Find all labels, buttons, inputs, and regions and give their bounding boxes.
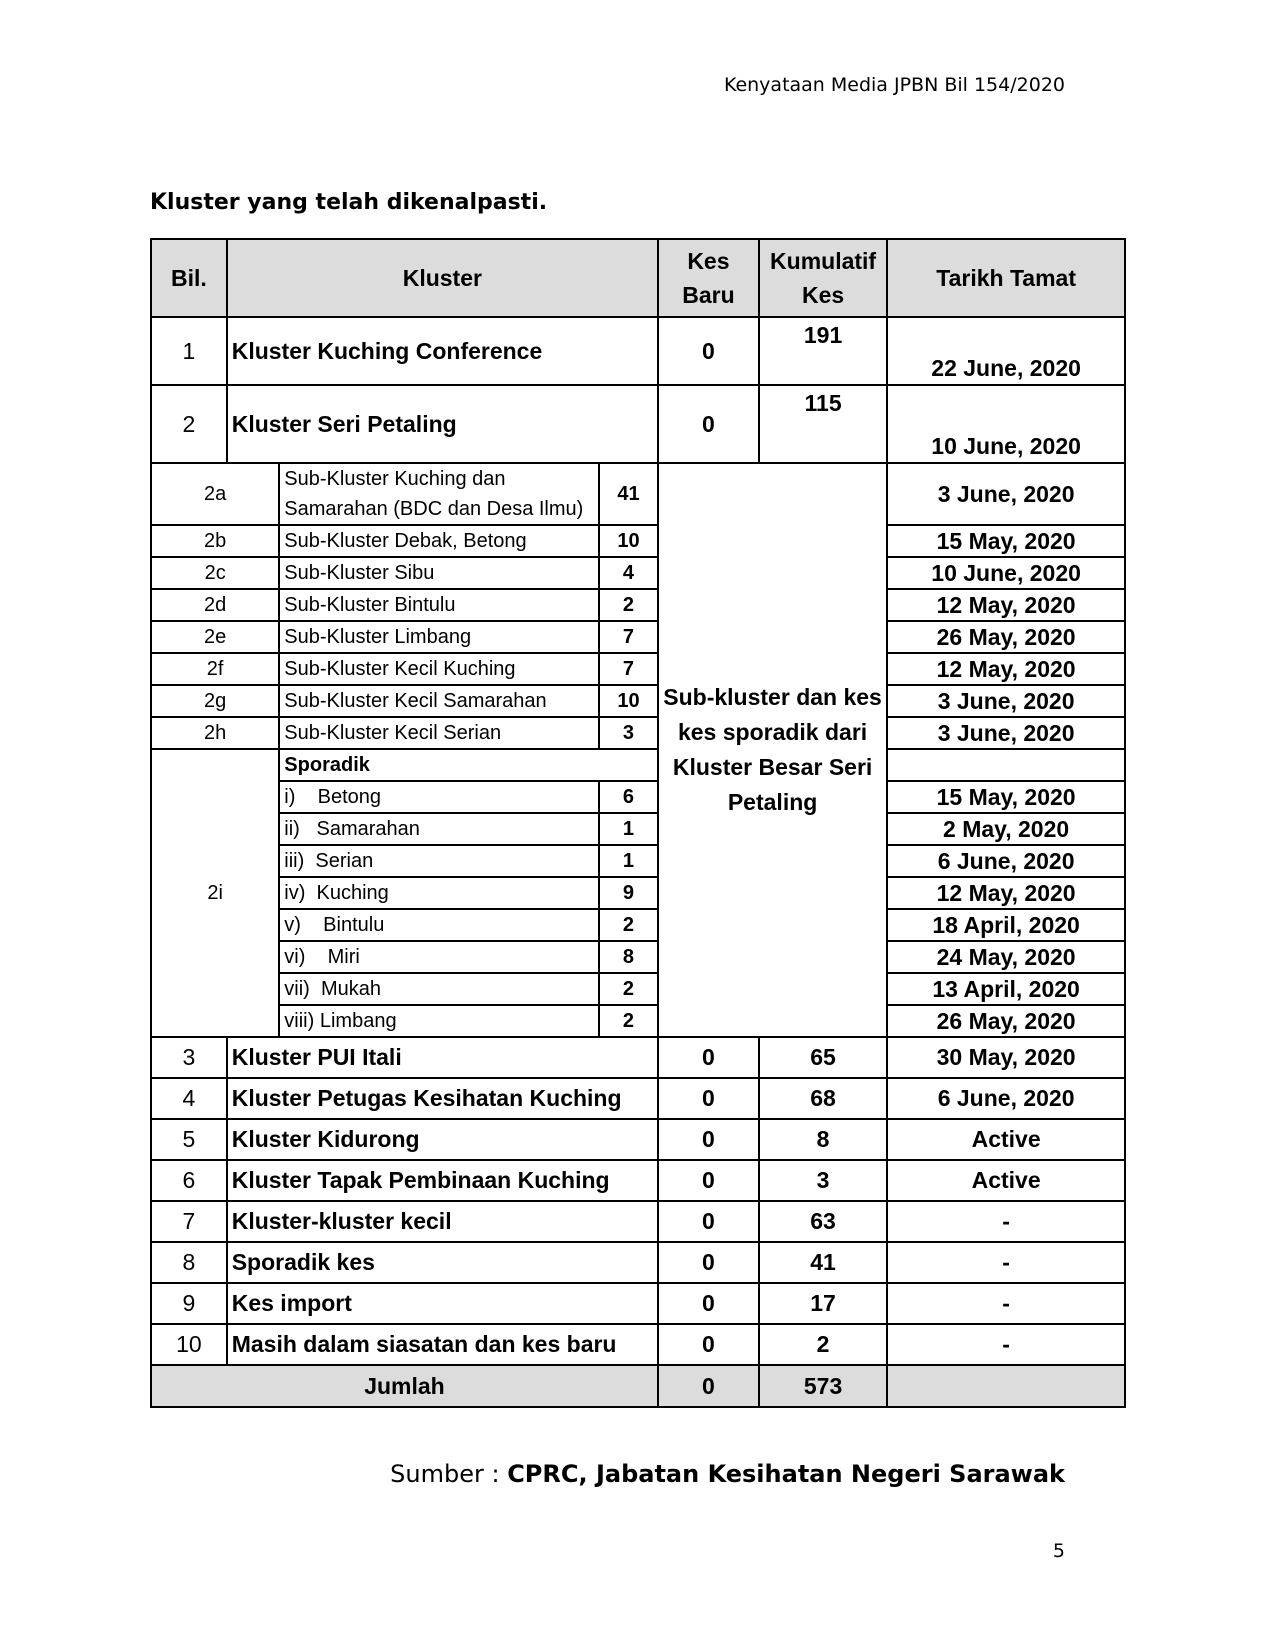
sporadik-name: iii) Serian <box>279 845 599 877</box>
table-row <box>151 1119 1125 1160</box>
sporadik-tarikh: 24 May, 2020 <box>887 941 1125 973</box>
row-bil: 3 <box>151 1037 227 1078</box>
sub-kes: 7 <box>599 653 658 685</box>
sub-name: Sub-Kluster Limbang <box>279 621 599 653</box>
table-row <box>151 1037 1125 1078</box>
row-kes-baru: 0 <box>658 1037 759 1078</box>
sub-cluster-row <box>151 557 1125 589</box>
sporadik-kes: 9 <box>599 877 658 909</box>
merged-note: Sub-kluster dan kes kes sporadik dari Kluster Besar Seri Petaling <box>658 463 887 1037</box>
row-kumulatif: 68 <box>759 1078 887 1119</box>
row-kumulatif: 63 <box>759 1201 887 1242</box>
sporadik-kes: 2 <box>599 909 658 941</box>
row-kluster: Kluster Petugas Kesihatan Kuching <box>227 1078 658 1119</box>
row-kumulatif: 8 <box>759 1119 887 1160</box>
document-reference: Kenyataan Media JPBN Bil 154/2020 <box>723 74 1065 96</box>
sub-bil: 2h <box>151 717 279 749</box>
sporadik-kes: 8 <box>599 941 658 973</box>
col-header-kluster: Kluster <box>227 239 658 317</box>
sub-kes: 4 <box>599 557 658 589</box>
row-bil: 2 <box>151 385 227 463</box>
table-row <box>151 1242 1125 1283</box>
sporadik-kes: 1 <box>599 813 658 845</box>
row-tarikh: - <box>887 1324 1125 1365</box>
sub-cluster-row <box>151 653 1125 685</box>
row-tarikh: Active <box>887 1160 1125 1201</box>
sub-tarikh: 12 May, 2020 <box>887 589 1125 621</box>
row-kluster: Kluster Tapak Pembinaan Kuching <box>227 1160 658 1201</box>
row-kluster: Kluster Seri Petaling <box>227 385 658 463</box>
row-kes-baru: 0 <box>658 1078 759 1119</box>
sub-bil: 2a <box>151 463 279 525</box>
col-header-kes-baru-line1: Kes <box>687 248 730 274</box>
table-title: Kluster yang telah dikenalpasti. <box>150 190 548 215</box>
row-tarikh: 22 June, 2020 <box>887 317 1125 385</box>
row-tarikh: - <box>887 1201 1125 1242</box>
col-header-kes-baru-line2: Baru <box>682 282 735 308</box>
sporadik-kes: 6 <box>599 781 658 813</box>
col-header-kumulatif <box>759 239 887 317</box>
sub-cluster-row <box>151 621 1125 653</box>
row-bil: 10 <box>151 1324 227 1365</box>
sporadik-label-row <box>151 749 1125 781</box>
sub-bil: 2d <box>151 589 279 621</box>
sub-kes: 2 <box>599 589 658 621</box>
sub-cluster-row <box>151 685 1125 717</box>
sub-tarikh: 3 June, 2020 <box>887 463 1125 525</box>
sporadik-label-tarikh <box>887 749 1125 781</box>
row-kumulatif: 41 <box>759 1242 887 1283</box>
sporadik-row <box>151 941 1125 973</box>
sporadik-row <box>151 877 1125 909</box>
table-row <box>151 1324 1125 1365</box>
sporadik-row <box>151 909 1125 941</box>
sub-kes: 7 <box>599 621 658 653</box>
sporadik-label: Sporadik <box>279 749 658 781</box>
sub-kes: 3 <box>599 717 658 749</box>
row-kes-baru: 0 <box>658 1160 759 1201</box>
row-kluster: Sporadik kes <box>227 1242 658 1283</box>
sub-tarikh: 10 June, 2020 <box>887 557 1125 589</box>
sporadik-row <box>151 1005 1125 1037</box>
col-header-kumulatif-line2: Kes <box>801 282 845 308</box>
col-header-kes-baru <box>658 239 759 317</box>
row-kes-baru: 0 <box>658 317 759 385</box>
sporadik-row <box>151 845 1125 877</box>
row-kumulatif: 191 <box>759 317 887 385</box>
total-label: Jumlah <box>151 1365 658 1407</box>
sub-tarikh: 12 May, 2020 <box>887 653 1125 685</box>
sub-name: Sub-Kluster Kuching dan Samarahan (BDC dan Desa Ilmu) <box>279 463 599 525</box>
row-kes-baru: 0 <box>658 385 759 463</box>
sub-kes: 10 <box>599 685 658 717</box>
row-tarikh: - <box>887 1242 1125 1283</box>
sub-cluster-row <box>151 589 1125 621</box>
row-kumulatif: 3 <box>759 1160 887 1201</box>
sporadik-row <box>151 781 1125 813</box>
sporadik-name: i) Betong <box>279 781 599 813</box>
sub-tarikh: 26 May, 2020 <box>887 621 1125 653</box>
sub-tarikh: 3 June, 2020 <box>887 717 1125 749</box>
source-value: CPRC, Jabatan Kesihatan Negeri Sarawak <box>507 1460 1065 1488</box>
row-tarikh: 30 May, 2020 <box>887 1037 1125 1078</box>
source-label: Sumber : <box>390 1460 500 1488</box>
row-kes-baru: 0 <box>658 1201 759 1242</box>
sub-bil: 2f <box>151 653 279 685</box>
sub-bil: 2b <box>151 525 279 557</box>
table-row <box>151 1160 1125 1201</box>
page-number: 5 <box>1052 1540 1065 1562</box>
sub-cluster-row <box>151 463 1125 525</box>
sub-name: Sub-Kluster Bintulu <box>279 589 599 621</box>
col-header-kumulatif-line1: Kumulatif <box>770 248 877 274</box>
row-tarikh: Active <box>887 1119 1125 1160</box>
sub-name: Sub-Kluster Kecil Serian <box>279 717 599 749</box>
sub-name: Sub-Kluster Debak, Betong <box>279 525 599 557</box>
total-kes-baru: 0 <box>658 1365 759 1407</box>
sporadik-name: vi) Miri <box>279 941 599 973</box>
sporadik-row <box>151 973 1125 1005</box>
row-kes-baru: 0 <box>658 1242 759 1283</box>
row-kumulatif: 2 <box>759 1324 887 1365</box>
sub-cluster-row <box>151 525 1125 557</box>
sub-name: Sub-Kluster Kecil Kuching <box>279 653 599 685</box>
sporadik-tarikh: 13 April, 2020 <box>887 973 1125 1005</box>
sub-kes: 10 <box>599 525 658 557</box>
col-header-tarikh: Tarikh Tamat <box>887 239 1125 317</box>
table-row <box>151 385 1125 463</box>
header-row <box>151 239 1125 317</box>
table-row <box>151 317 1125 385</box>
sporadik-bil: 2i <box>151 749 279 1037</box>
sporadik-tarikh: 26 May, 2020 <box>887 1005 1125 1037</box>
sub-bil: 2g <box>151 685 279 717</box>
sub-cluster-row <box>151 717 1125 749</box>
row-kluster: Kluster Kuching Conference <box>227 317 658 385</box>
total-tarikh <box>887 1365 1125 1407</box>
sub-bil: 2c <box>151 557 279 589</box>
col-header-bil: Bil. <box>151 239 227 317</box>
source-note <box>390 1460 1065 1488</box>
sub-bil: 2e <box>151 621 279 653</box>
sporadik-name: ii) Samarahan <box>279 813 599 845</box>
sub-name: Sub-Kluster Kecil Samarahan <box>279 685 599 717</box>
sporadik-name: vii) Mukah <box>279 973 599 1005</box>
row-kes-baru: 0 <box>658 1283 759 1324</box>
row-bil: 9 <box>151 1283 227 1324</box>
sporadik-name: iv) Kuching <box>279 877 599 909</box>
table-row <box>151 1283 1125 1324</box>
row-tarikh: 6 June, 2020 <box>887 1078 1125 1119</box>
row-bil: 8 <box>151 1242 227 1283</box>
row-kes-baru: 0 <box>658 1119 759 1160</box>
row-bil: 6 <box>151 1160 227 1201</box>
sporadik-name: viii) Limbang <box>279 1005 599 1037</box>
sporadik-kes: 1 <box>599 845 658 877</box>
sporadik-tarikh: 15 May, 2020 <box>887 781 1125 813</box>
row-kluster: Kluster PUI Itali <box>227 1037 658 1078</box>
sporadik-tarikh: 2 May, 2020 <box>887 813 1125 845</box>
row-bil: 1 <box>151 317 227 385</box>
total-row <box>151 1365 1125 1407</box>
row-kes-baru: 0 <box>658 1324 759 1365</box>
row-kumulatif: 115 <box>759 385 887 463</box>
row-tarikh: - <box>887 1283 1125 1324</box>
sub-tarikh: 3 June, 2020 <box>887 685 1125 717</box>
sporadik-name: v) Bintulu <box>279 909 599 941</box>
sporadik-row <box>151 813 1125 845</box>
row-bil: 5 <box>151 1119 227 1160</box>
row-tarikh: 10 June, 2020 <box>887 385 1125 463</box>
total-kumulatif: 573 <box>759 1365 887 1407</box>
sporadik-kes: 2 <box>599 973 658 1005</box>
row-kluster: Kes import <box>227 1283 658 1324</box>
sub-name: Sub-Kluster Sibu <box>279 557 599 589</box>
sub-tarikh: 15 May, 2020 <box>887 525 1125 557</box>
sporadik-tarikh: 18 April, 2020 <box>887 909 1125 941</box>
table-row <box>151 1201 1125 1242</box>
sporadik-tarikh: 6 June, 2020 <box>887 845 1125 877</box>
row-kluster: Masih dalam siasatan dan kes baru <box>227 1324 658 1365</box>
cluster-table <box>150 238 1126 1408</box>
sporadik-kes: 2 <box>599 1005 658 1037</box>
row-kumulatif: 17 <box>759 1283 887 1324</box>
sub-kes: 41 <box>599 463 658 525</box>
row-kumulatif: 65 <box>759 1037 887 1078</box>
sporadik-tarikh: 12 May, 2020 <box>887 877 1125 909</box>
row-kluster: Kluster-kluster kecil <box>227 1201 658 1242</box>
row-bil: 7 <box>151 1201 227 1242</box>
row-kluster: Kluster Kidurong <box>227 1119 658 1160</box>
row-bil: 4 <box>151 1078 227 1119</box>
table-row <box>151 1078 1125 1119</box>
